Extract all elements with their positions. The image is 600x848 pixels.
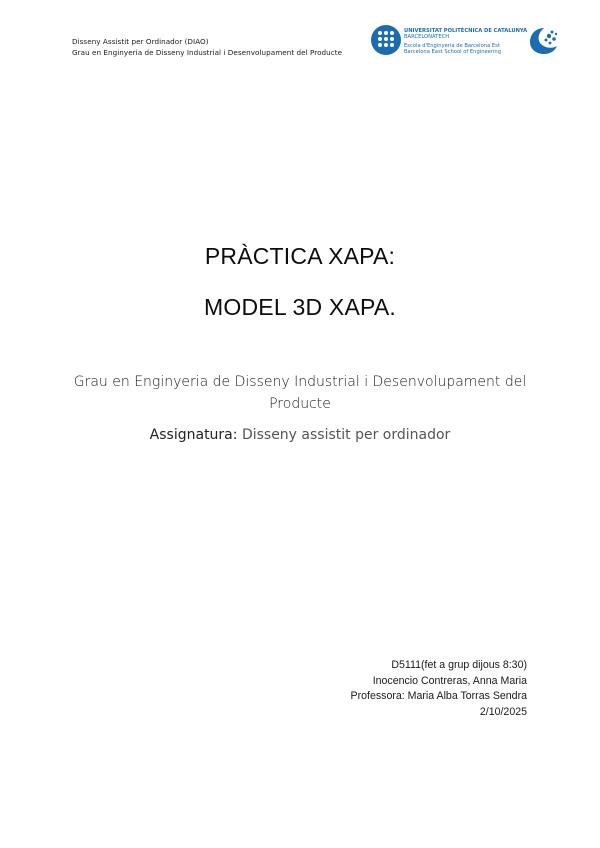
page-header <box>72 36 342 58</box>
header-degree-line: Grau en Enginyeria de Disseny Industrial i Desenvolupament del Producte <box>72 48 343 57</box>
group-info: D5111(fet a grup dijous 8:30) <box>391 659 527 671</box>
author-info <box>351 658 527 720</box>
title-line-2: MODEL 3D XAPA. <box>204 294 396 320</box>
author-name: Inocencio Contreras, Anna Maria <box>372 674 527 687</box>
upc-logo-icon <box>370 24 402 56</box>
university-subname: BARCELONATECH <box>404 34 450 40</box>
degree-name: Grau en Enginyeria de Disseny Industrial i Desenvolupament del Producte <box>73 374 527 412</box>
subject-value: Disseny assistit per ordinador <box>241 427 451 443</box>
subject-line <box>0 425 600 445</box>
header-course-line: Disseny Assistit per Ordinador (DIAO) <box>72 37 209 46</box>
school-name-line2: Barcelona East School of Engineering <box>404 49 502 55</box>
upc-wordmark <box>404 28 528 55</box>
school-logo-icon <box>528 26 560 56</box>
title-line-1: PRÀCTICA XAPA: <box>204 243 396 269</box>
university-name: UNIVERSITAT POLITÈCNICA DE CATALUNYA <box>404 28 528 34</box>
school-name-line1: Escola d'Enginyeria de Barcelona Est <box>404 43 500 49</box>
professor-name: Professora: Maria Alba Torras Sendra <box>350 690 527 702</box>
header-logos <box>370 24 560 60</box>
document-date: 2/10/2025 <box>479 705 527 718</box>
subject-label: Assignatura: <box>149 427 238 443</box>
